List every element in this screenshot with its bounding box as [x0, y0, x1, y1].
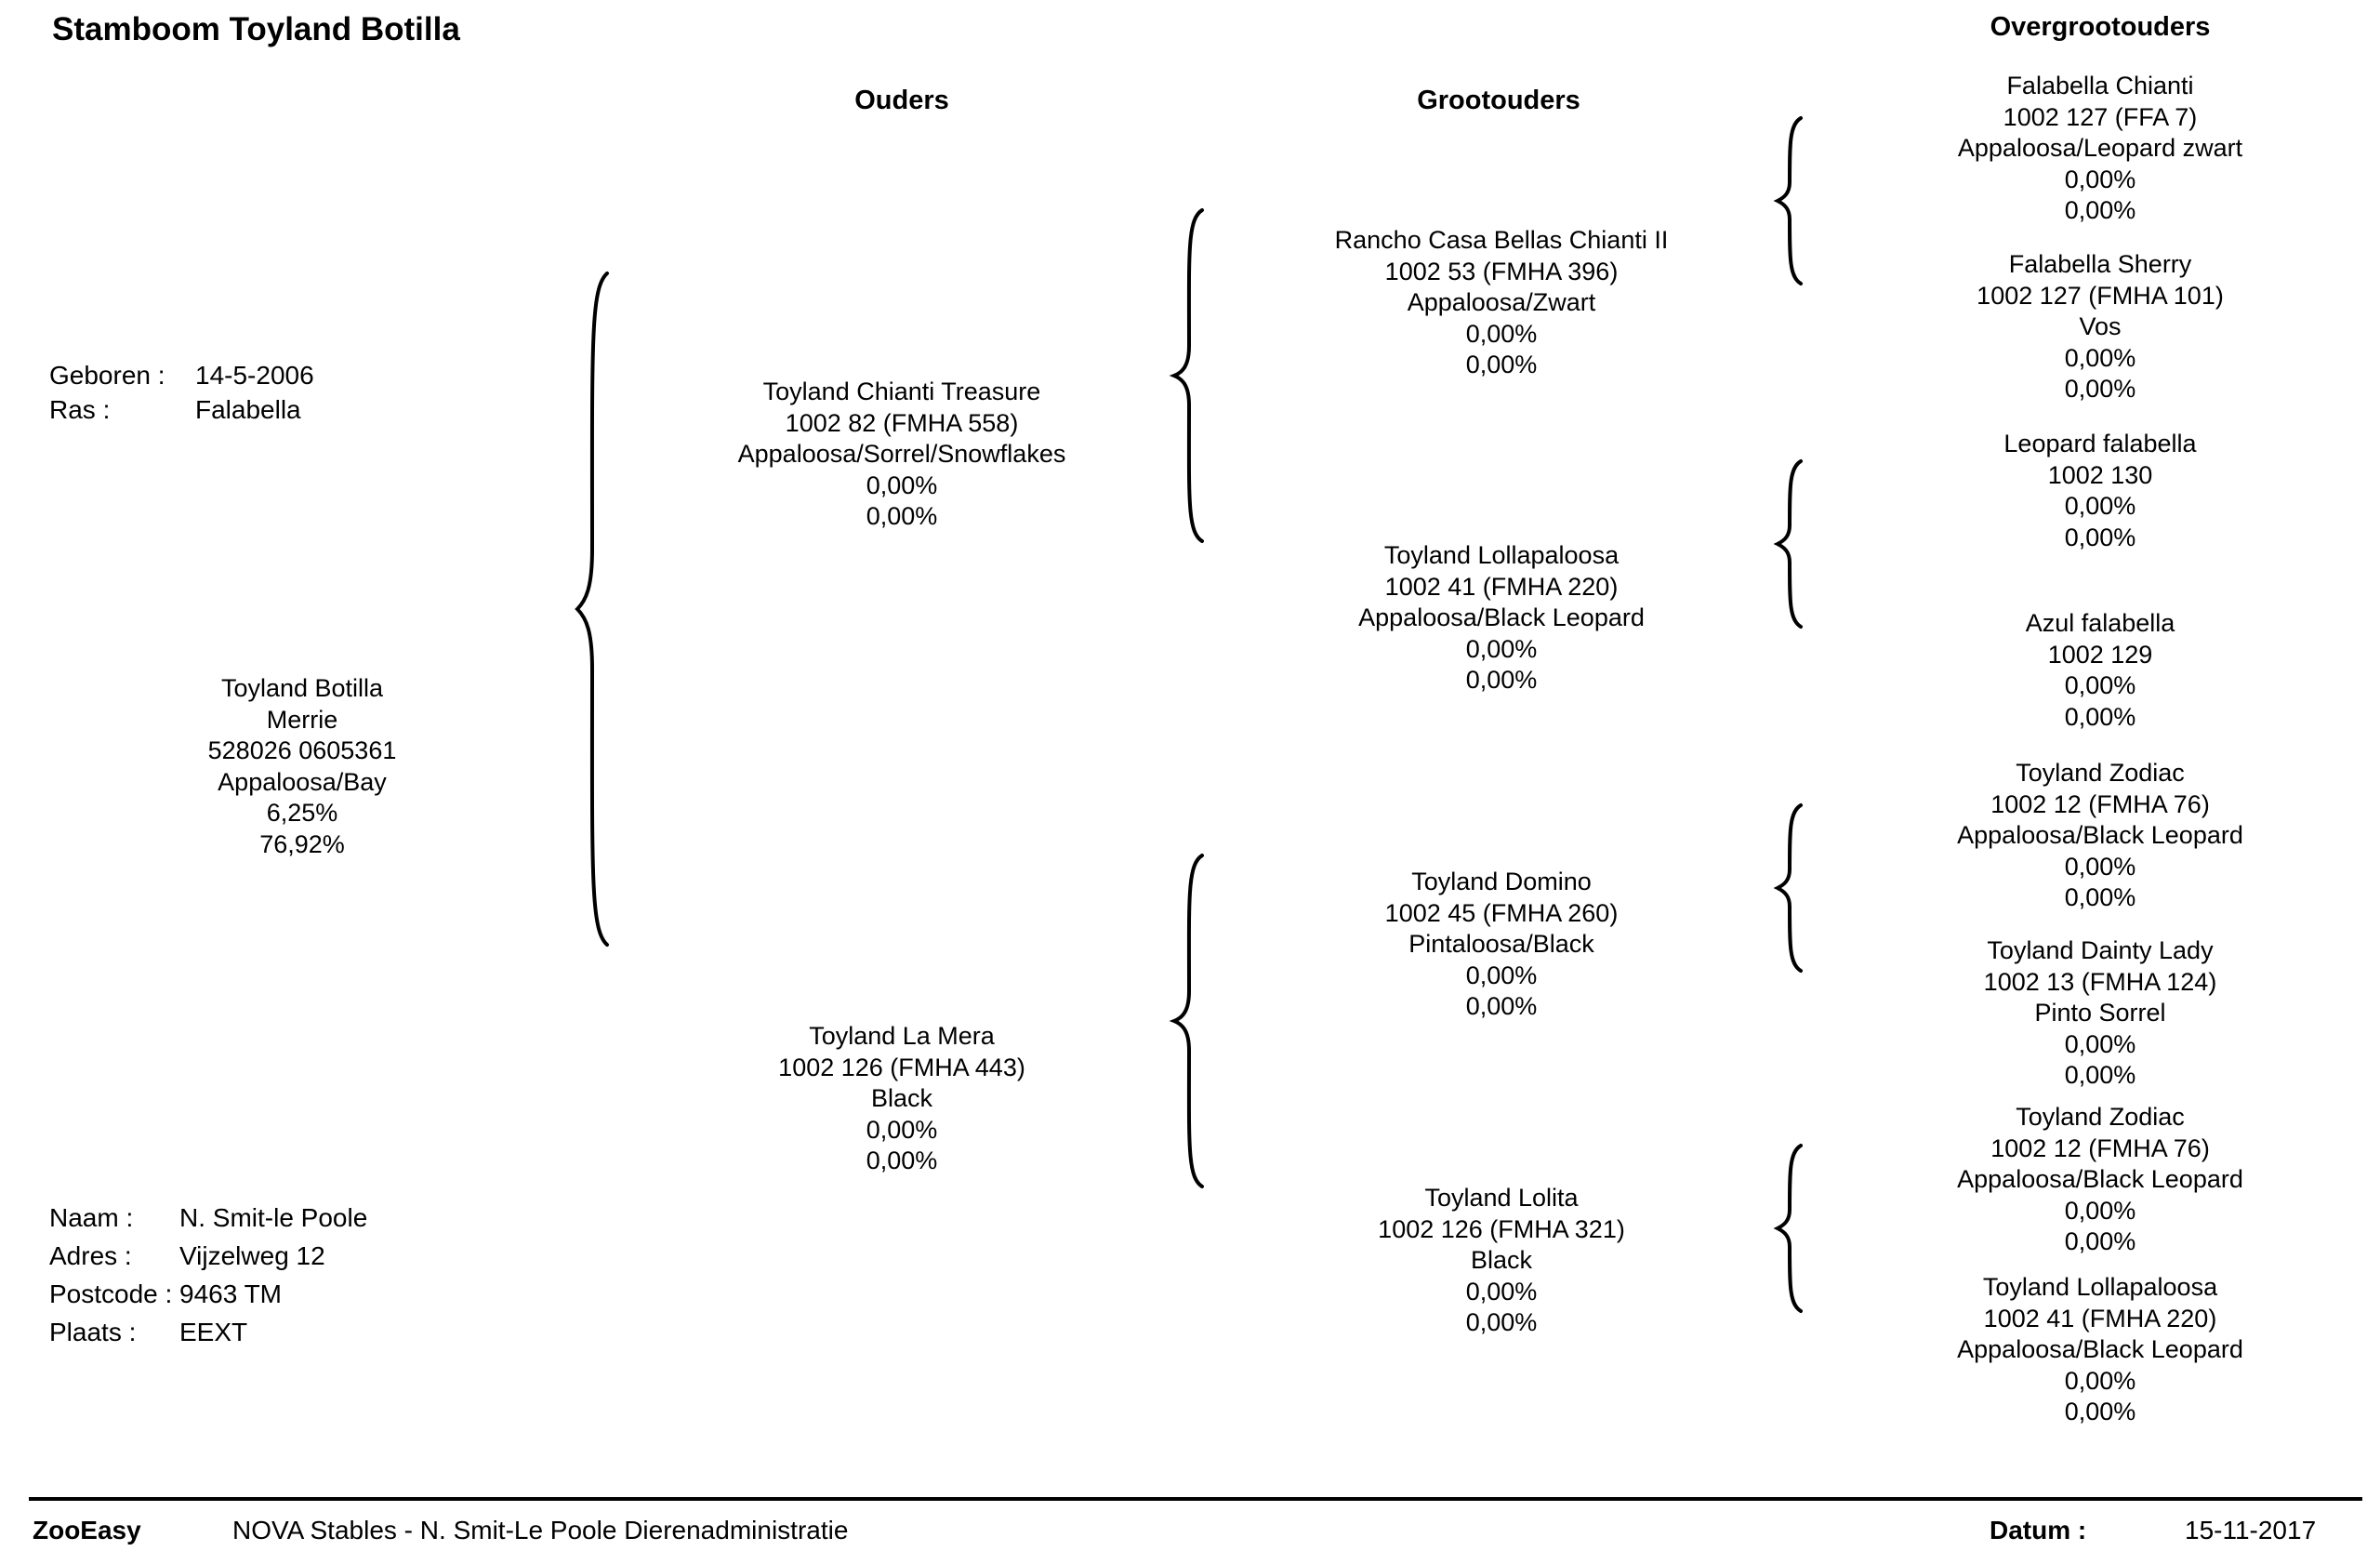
animal-pct-2: 0,00% [1465, 666, 1538, 694]
animal-name: Toyland Lollapaloosa [1982, 1273, 2218, 1301]
subject-pct-1: 6,25% [266, 799, 338, 827]
animal-pct-1: 0,00% [2064, 1366, 2136, 1395]
subject-pct-2: 76,92% [259, 829, 345, 858]
subject-name: Toyland Botilla [220, 674, 384, 702]
great-grandparent-3 [1803, 429, 2380, 553]
owner-plaats [49, 1313, 247, 1351]
animal-reg: 1002 129 [2047, 640, 2153, 669]
animal-color: Black [1470, 1246, 1533, 1274]
animal-color: Pintaloosa/Black [1408, 930, 1594, 958]
animal-pct-2: 0,00% [1465, 992, 1538, 1020]
grandparent-1 [1204, 225, 1799, 381]
animal-name: Rancho Casa Bellas Chianti II [1334, 226, 1669, 254]
subject-reg: 528026 0605361 [207, 736, 397, 764]
geboren-value: 14-5-2006 [195, 361, 314, 390]
animal-name: Leopard falabella [2003, 430, 2197, 457]
column-header-grootouders: Grootouders [1417, 86, 1580, 115]
animal-pct-1: 0,00% [2064, 1029, 2136, 1058]
animal-reg: 1002 126 (FMHA 321) [1378, 1214, 1625, 1243]
brace-ggp-1 [1771, 115, 1808, 286]
animal-color: Appaloosa/Black Leopard [1957, 821, 2243, 849]
animal-reg: 1002 12 (FMHA 76) [1990, 1133, 2210, 1162]
animal-name: Toyland La Mera [809, 1022, 995, 1050]
footer-datum-label: Datum : [1990, 1516, 2087, 1544]
animal-pct-2: 0,00% [1465, 351, 1538, 378]
info-ras [49, 391, 301, 429]
animal-pct-2: 0,00% [2064, 1061, 2136, 1089]
ras-label: Ras : [49, 395, 111, 424]
page-title: Stamboom Toyland Botilla [52, 11, 460, 47]
animal-color: Appaloosa/Zwart [1407, 288, 1596, 316]
animal-pct-1: 0,00% [2064, 671, 2136, 699]
animal-pct-1: 0,00% [1465, 634, 1538, 663]
footer-divider [29, 1497, 2362, 1501]
animal-name: Toyland Zodiac [2016, 1103, 2185, 1131]
animal-reg: 1002 41 (FMHA 220) [1384, 572, 1619, 601]
animal-pct-1: 0,00% [2064, 343, 2136, 372]
postcode-label: Postcode : [49, 1279, 173, 1308]
animal-color: Appaloosa/Sorrel/Snowflakes [737, 440, 1066, 468]
brace-subject-parents [572, 270, 628, 948]
adres-value: Vijzelweg 12 [179, 1241, 325, 1270]
animal-pct-1: 0,00% [1465, 1277, 1538, 1306]
animal-color: Appaloosa/Leopard zwart [1957, 134, 2243, 162]
animal-name: Toyland Dainty Lady [1987, 936, 2214, 964]
animal-reg: 1002 45 (FMHA 260) [1384, 898, 1619, 927]
great-grandparent-5 [1803, 758, 2380, 914]
great-grandparent-8 [1803, 1272, 2380, 1428]
footer-organization: NOVA Stables - N. Smit-Le Poole Dierenadministratie [232, 1516, 849, 1544]
animal-reg: 1002 82 (FMHA 558) [785, 408, 1019, 437]
animal-pct-2: 0,00% [1465, 1308, 1538, 1336]
brace-ggp-4 [1771, 1143, 1808, 1314]
animal-pct-2: 0,00% [2064, 375, 2136, 403]
parent-dam [604, 1021, 1199, 1177]
footer-datum-value: 15-11-2017 [2185, 1516, 2317, 1544]
animal-color: Vos [2079, 312, 2122, 340]
animal-pct-1: 0,00% [866, 1115, 938, 1144]
animal-name: Toyland Zodiac [2016, 759, 2185, 787]
brace-ggp-2 [1771, 458, 1808, 630]
animal-name: Falabella Sherry [2008, 250, 2192, 278]
subject-animal [5, 673, 600, 860]
grandparent-3 [1204, 867, 1799, 1023]
animal-reg: 1002 12 (FMHA 76) [1990, 789, 2210, 818]
animal-pct-2: 0,00% [2064, 1398, 2136, 1425]
naam-value: N. Smit-le Poole [179, 1203, 368, 1232]
owner-postcode [49, 1275, 282, 1313]
brace-ggp-3 [1771, 802, 1808, 974]
subject-sex: Merrie [266, 705, 338, 734]
footer-app-name: ZooEasy [33, 1516, 141, 1544]
animal-pct-2: 0,00% [2064, 196, 2136, 224]
animal-reg: 1002 127 (FMHA 101) [1977, 281, 2224, 310]
animal-pct-2: 0,00% [2064, 523, 2136, 551]
animal-reg: 1002 126 (FMHA 443) [778, 1053, 1025, 1081]
brace-dam-grandparents [1167, 852, 1213, 1190]
animal-pct-1: 0,00% [1465, 319, 1538, 348]
ras-value: Falabella [195, 395, 301, 424]
naam-label: Naam : [49, 1203, 134, 1232]
owner-adres [49, 1237, 325, 1275]
animal-pct-2: 0,00% [2064, 702, 2136, 731]
subject-color: Appaloosa/Bay [218, 767, 387, 796]
postcode-value: 9463 TM [179, 1279, 282, 1308]
geboren-label: Geboren : [49, 361, 165, 390]
column-header-overgrootouders: Overgrootouders [1990, 12, 2211, 42]
animal-pct-1: 0,00% [2064, 492, 2136, 520]
great-grandparent-2 [1803, 249, 2380, 405]
plaats-label: Plaats : [49, 1318, 137, 1346]
info-geboren [49, 356, 314, 394]
animal-color: Black [870, 1084, 933, 1112]
animal-reg: 1002 13 (FMHA 124) [1983, 967, 2217, 996]
column-header-ouders: Ouders [854, 86, 949, 115]
animal-reg: 1002 53 (FMHA 396) [1384, 257, 1619, 285]
animal-name: Falabella Chianti [2006, 72, 2194, 99]
parent-sire [604, 377, 1199, 533]
animal-pct-2: 0,00% [2064, 1227, 2136, 1255]
animal-color: Appaloosa/Black Leopard [1957, 1165, 2243, 1193]
animal-color: Pinto Sorrel [2034, 999, 2166, 1027]
animal-reg: 1002 127 (FFA 7) [2003, 102, 2198, 131]
animal-pct-2: 0,00% [866, 502, 938, 530]
animal-pct-1: 0,00% [1465, 961, 1538, 989]
animal-name: Toyland Domino [1411, 868, 1592, 895]
animal-reg: 1002 41 (FMHA 220) [1983, 1304, 2217, 1332]
animal-pct-2: 0,00% [866, 1147, 938, 1174]
animal-name: Toyland Lollapaloosa [1383, 541, 1620, 569]
great-grandparent-1 [1803, 71, 2380, 227]
grandparent-2 [1204, 540, 1799, 696]
animal-name: Azul falabella [2025, 609, 2175, 637]
great-grandparent-7 [1803, 1102, 2380, 1258]
plaats-value: EEXT [179, 1318, 248, 1346]
animal-color: Appaloosa/Black Leopard [1957, 1335, 2243, 1363]
great-grandparent-4 [1803, 608, 2380, 733]
animal-pct-2: 0,00% [2064, 883, 2136, 911]
animal-pct-1: 0,00% [866, 471, 938, 499]
animal-name: Toyland Chianti Treasure [762, 378, 1041, 405]
owner-naam [49, 1199, 367, 1237]
animal-pct-1: 0,00% [2064, 1196, 2136, 1225]
brace-sire-grandparents [1167, 206, 1213, 545]
animal-name: Toyland Lolita [1424, 1184, 1579, 1212]
great-grandparent-6 [1803, 935, 2380, 1092]
animal-pct-1: 0,00% [2064, 852, 2136, 881]
animal-pct-1: 0,00% [2064, 165, 2136, 193]
animal-reg: 1002 130 [2047, 460, 2153, 489]
animal-color: Appaloosa/Black Leopard [1358, 603, 1645, 631]
grandparent-4 [1204, 1183, 1799, 1339]
adres-label: Adres : [49, 1241, 132, 1270]
